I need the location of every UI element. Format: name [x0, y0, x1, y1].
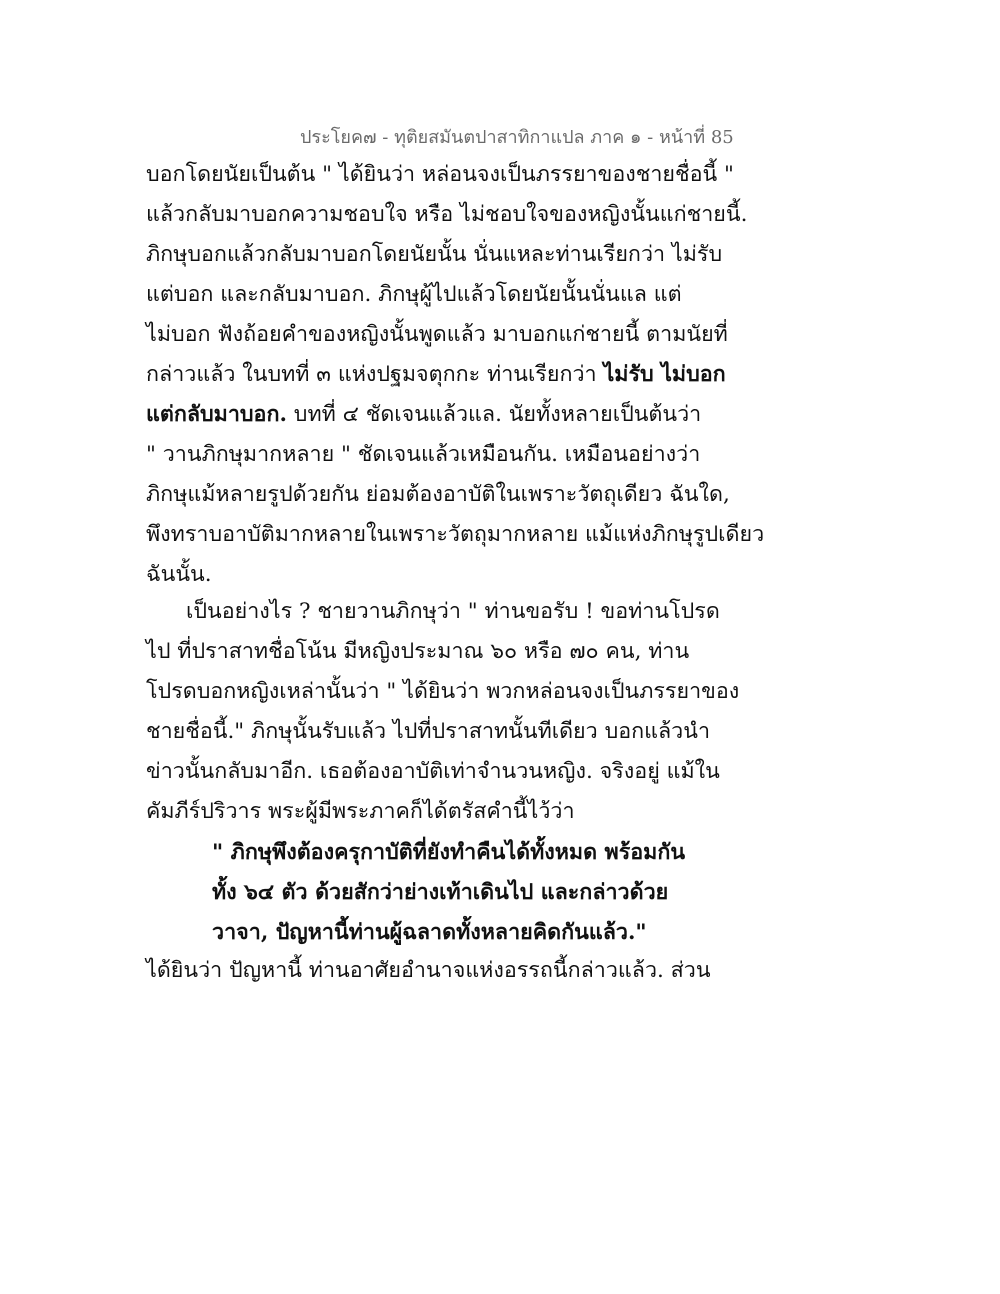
text-line: แล้วกลับมาบอกความชอบใจ หรือ ไม่ชอบใจของหญิงนั้นแก่ชายนี้.: [146, 202, 748, 227]
text-line: ได้ยินว่า ปัญหานี้ ท่านอาศัยอำนาจแห่งอรรถนี้กล่าวแล้ว. ส่วน: [146, 958, 711, 983]
text-line: ไม่บอก ฟังถ้อยคำของหญิงนั้นพูดแล้ว มาบอกแก่ชายนี้ ตามนัยที่: [146, 322, 728, 347]
text-line: โปรดบอกหญิงเหล่านั้นว่า " ได้ยินว่า พวกหล่อนจงเป็นภรรยาของ: [146, 679, 740, 704]
text-line: คัมภีร์ปริวาร พระผู้มีพระภาคก็ได้ตรัสคำนี้ไว้ว่า: [146, 799, 575, 824]
quote-line: ทั้ง ๖๔ ตัว ด้วยสักว่าย่างเท้าเดินไป และกล่าวด้วย: [212, 880, 669, 905]
bold-term: แต่กลับมาบอก.: [146, 402, 287, 427]
text-line: [146, 360, 726, 390]
running-header: ประโยค๗ - ทุติยสมันตปาสาทิกาแปล ภาค ๑ - หน้าที่ 85: [300, 127, 734, 148]
text-line: ชายชื่อนี้." ภิกษุนั้นรับแล้ว ไปที่ปราสาทนั้นทีเดียว บอกแล้วนำ: [146, 719, 711, 744]
text-line: ไป ที่ปราสาทชื่อโน้น มีหญิงประมาณ ๖๐ หรือ ๗๐ คน, ท่าน: [146, 639, 690, 664]
text-line: " วานภิกษุมากหลาย " ชัดเจนแล้วเหมือนกัน. เหมือนอย่างว่า: [146, 442, 701, 467]
text-line: ข่าวนั้นกลับมาอีก. เธอต้องอาบัติเท่าจำนวนหญิง. จริงอยู่ แม้ใน: [146, 759, 720, 784]
quote-line: วาจา, ปัญหานี้ท่านผู้ฉลาดทั้งหลายคิดกันแล้ว.": [212, 920, 647, 945]
text-run: บทที่ ๔ ชัดเจนแล้วแล. นัยทั้งหลายเป็นต้นว่า: [286, 402, 702, 427]
paragraph-first-line: เป็นอย่างไร ? ชายวานภิกษุว่า " ท่านขอรับ ! ขอท่านโปรด: [186, 599, 720, 624]
text-line: [146, 400, 701, 430]
text-line: บอกโดยนัยเป็นต้น " ได้ยินว่า หล่อนจงเป็นภรรยาของชายชื่อนี้ ": [146, 162, 734, 187]
bold-term: ไม่รับ ไม่บอก: [603, 362, 726, 387]
text-line: แต่บอก และกลับมาบอก. ภิกษุผู้ไปแล้วโดยนัยนั้นนั่นแล แต่: [146, 282, 682, 307]
text-line: ภิกษุแม้หลายรูปด้วยกัน ย่อมต้องอาบัติในเพราะวัตถุเดียว ฉันใด,: [146, 482, 730, 507]
text-line: ฉันนั้น.: [146, 562, 212, 587]
quote-line: " ภิกษุพึงต้องครุกาบัติที่ยังทำคืนได้ทั้งหมด พร้อมกัน: [212, 840, 686, 865]
text-line: พึงทราบอาบัติมากหลายในเพราะวัตถุมากหลาย แม้แห่งภิกษุรูปเดียว: [146, 522, 765, 547]
text-run: กล่าวแล้ว ในบทที่ ๓ แห่งปฐมจตุกกะ ท่านเรียกว่า: [146, 362, 604, 387]
text-line: ภิกษุบอกแล้วกลับมาบอกโดยนัยนั้น นั่นแหละท่านเรียกว่า ไม่รับ: [146, 242, 723, 267]
